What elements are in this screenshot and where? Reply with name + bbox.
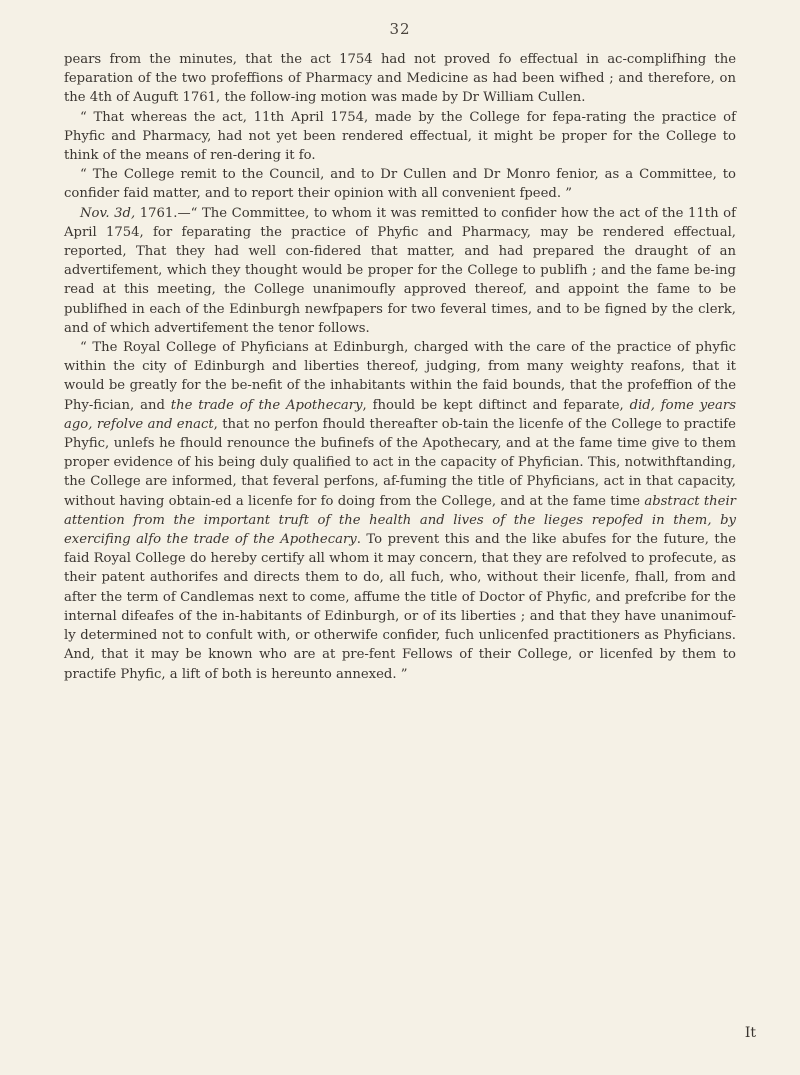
advertisement-text-4: . To prevent this and the like abufes for the future, the faid Royal College do hereby certify all whom it may concern, that they are refolved to profecute, as their patent authorifes and directs them to do, all fuch, who, without their licenfe, fhall, from and after the term of Candlemas next to come, affume the title of Doctor of Phyfic, and prefcribe for the internal difeafes of the in-habitants of Edinburgh, or of its liberties ; and that they have unanimouf-ly determined not to confult with, or otherwife confider, fuch unlicenfed practitioners as Phyficians. And, that it may be known who are at pre-fent Fellows of their College, or licenfed by them to practife Phyfic, a lift of both is hereunto annexed. ”	[64, 532, 737, 682]
paragraph-motion: “ That whereas the act, 11th April 1754, made by the College for fepa-rating the practice of Phyfic and Pharmacy, had not yet been rendered effectual, it might be proper for the College to think of the means of ren-dering it fo.	[64, 109, 736, 164]
paragraph-advertisement	[64, 338, 736, 684]
paragraph-committee-report	[64, 204, 736, 338]
advertisement-italic-2: did, fome years ago, refolve and enact	[64, 397, 736, 432]
advertisement-text-2: , fhould be kept diftinct and feparate,	[362, 397, 630, 413]
paragraph-remit: “ The College remit to the Council, and to Dr Cullen and Dr Monro fenior, as a Committee, to confider faid matter, and to report their opinion with all convenient fpeed. ”	[64, 167, 736, 202]
advertisement-text-3: , that no perfon fhould thereafter ob-tain the licenfe of the College to practife Phyfic, unlefs he fhould renounce the bufinefs of the Apothecary, and at the fame time give to them proper evidence of his being duly qualified to act in the capacity of Phyfician. This, notwithftanding, the College are informed, that feveral perfons, af-fuming the title of Phyficians, act in that capacity, without having obtain-ed a licenfe for fo doing from the College, and at the fame time	[64, 416, 736, 509]
entry-date: Nov. 3d,	[80, 205, 136, 221]
page-number: 32	[389, 20, 411, 38]
advertisement-italic-3: abstract their attention from the important truft of the health and lives of the lieges repofed in them, by exercifing alfo the trade of the Apothecary	[64, 493, 736, 548]
catchword: It	[744, 1025, 756, 1041]
body-text	[64, 50, 736, 684]
advertisement-text-1: “ The Royal College of Phyficians at Edinburgh, charged with the care of the practice of phyfic within the city of Edinburgh and liberties thereof, judging, from many weighty reafons, that it would be greatly for the be-nefit of the inhabitants within the faid bounds, that the profeffion of the Phy-fician, and	[64, 340, 736, 413]
paragraph-minutes: pears from the minutes, that the act 1754 had not proved fo effectual in ac-complifhing the feparation of the two profeffions of Pharmacy and Medicine as had been wifhed ; and therefore, on the 4th of Auguft 1761, the follow-ing motion was made by Dr William Cullen.	[64, 52, 736, 106]
advertisement-italic-1: the trade of the Apothecary	[170, 397, 363, 413]
committee-report-text: 1761.—“ The Committee, to whom it was remitted to confider how the act of the 11th of April 1754, for feparating the practice of Phyfic and Pharmacy, may be rendered effectual, reported, That they had well con-fidered that matter, and had prepared the draught of an advertifement, which they thought would be proper for the College to publifh ; and the fame be-ing read at this meeting, the College unanimoufly approved thereof, and appoint the fame to be publifhed in each of the Edinburgh newfpapers for two feveral times, and to be figned by the clerk, and of which advertifement the tenor follows.	[64, 205, 736, 336]
